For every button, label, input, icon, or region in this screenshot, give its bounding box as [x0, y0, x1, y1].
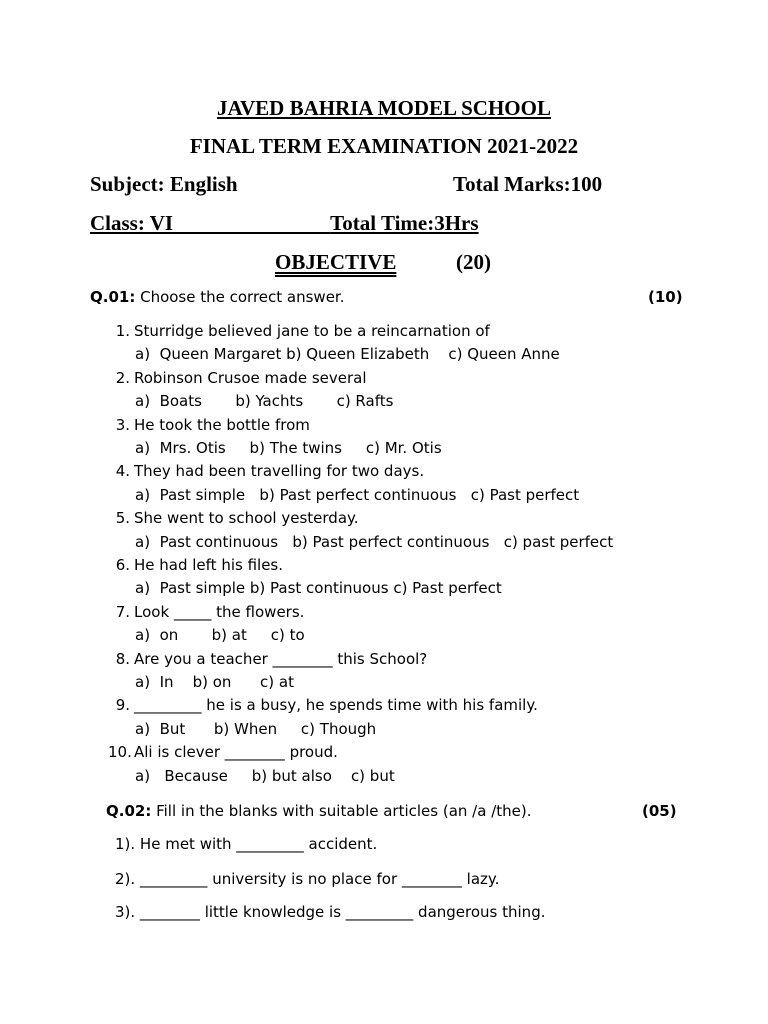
answer-options: a) Past simple b) Past perfect continuous c) Past perfect: [135, 485, 580, 504]
subject-label: Subject: English: [90, 172, 238, 196]
question-item: [108, 696, 538, 714]
section-title: OBJECTIVE: [275, 250, 397, 274]
question-text: He took the bottle from: [134, 415, 310, 434]
answer-options: a) Because b) but also c) but: [135, 766, 395, 785]
question-text: Robinson Crusoe made several: [134, 368, 367, 387]
question-item: [108, 603, 304, 621]
exam-title: FINAL TERM EXAMINATION 2021-2022: [189, 134, 579, 158]
answer-options: a) In b) on c) at: [135, 673, 294, 691]
question-item: [108, 650, 427, 668]
question-number: 7.: [115, 602, 130, 621]
q1-heading: [90, 288, 345, 306]
q1-marks: (10): [648, 288, 683, 306]
question-text: Look _____ the flowers.: [134, 602, 305, 621]
question-number: 5.: [115, 509, 130, 528]
question-number: 10.: [108, 743, 132, 762]
section-marks: (20): [456, 250, 491, 274]
question-number: 9.: [115, 696, 130, 715]
question-text: She went to school yesterday.: [134, 509, 359, 528]
question-text: Ali is clever ________ proud.: [134, 743, 338, 762]
question-text: _________ he is a busy, he spends time with his family.: [134, 696, 538, 715]
q2-heading: [106, 802, 531, 820]
question-text: They had been travelling for two days.: [134, 462, 425, 481]
school-name: JAVED BAHRIA MODEL SCHOOL: [217, 96, 551, 120]
q1-label: Q.01:: [90, 288, 136, 306]
question-text: Sturridge believed jane to be a reincarnation of: [134, 322, 490, 340]
class-underline-gap: [173, 211, 330, 235]
class-line: [90, 211, 479, 236]
q2-label: Q.02:: [106, 802, 152, 820]
q2-instruction: Fill in the blanks with suitable articles (an /a /the).: [151, 802, 532, 820]
q2-item: 1). He met with _________ accident.: [115, 835, 378, 853]
question-item: [108, 416, 310, 434]
question-number: 1.: [115, 322, 130, 340]
question-item: [108, 369, 367, 387]
answer-options: a) on b) at c) to: [135, 626, 305, 645]
q2-item: 2). _________ university is no place for ________ lazy.: [115, 870, 500, 888]
answer-options: a) Past continuous b) Past perfect continuous c) past perfect: [135, 532, 614, 551]
answer-options: a) Mrs. Otis b) The twins c) Mr. Otis: [135, 439, 442, 457]
question-number: 2.: [115, 368, 130, 387]
question-item: [108, 509, 359, 527]
total-time-label: Total Time:3Hrs: [330, 211, 479, 235]
total-marks-label: Total Marks:100: [453, 172, 603, 196]
question-item: [108, 556, 283, 574]
question-text: Are you a teacher ________ this School?: [134, 649, 428, 668]
q2-item: 3). ________ little knowledge is _________ dangerous thing.: [115, 903, 546, 921]
class-label: Class: VI: [90, 211, 174, 235]
answer-options: a) Queen Margaret b) Queen Elizabeth c) Queen Anne: [135, 345, 560, 364]
q2-marks: (05): [642, 802, 677, 820]
question-number: 6.: [115, 556, 130, 574]
question-item: [108, 462, 424, 480]
answer-options: a) Boats b) Yachts c) Rafts: [135, 392, 394, 411]
question-item: [108, 322, 490, 340]
question-item: [108, 743, 338, 761]
answer-options: a) Past simple b) Past continuous c) Past perfect: [135, 579, 502, 598]
question-number: 3.: [115, 415, 130, 434]
question-number: 4.: [115, 462, 130, 481]
q1-instruction: Choose the correct answer.: [135, 288, 345, 306]
question-text: He had left his files.: [134, 556, 284, 574]
answer-options: a) But b) When c) Though: [135, 719, 377, 738]
question-number: 8.: [115, 649, 130, 668]
